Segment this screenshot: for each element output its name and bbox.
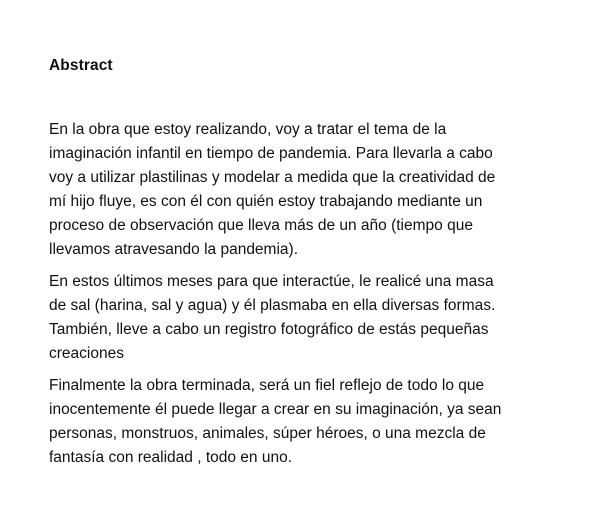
text-line: personas, monstruos, animales, súper héroes, o una mezcla de: [49, 425, 486, 442]
text-line: de sal (harina, sal y agua) y él plasmaba en ella diversas formas.: [49, 297, 496, 314]
text-line: llevamos atravesando la pandemia).: [49, 241, 298, 258]
paragraph-3: [49, 374, 569, 470]
text-line: proceso de observación que lleva más de un año (tiempo que: [49, 217, 473, 234]
text-line: inocentemente él puede llegar a crear en su imaginación, ya sean: [49, 401, 502, 418]
paragraph-2: [49, 270, 569, 366]
text-line: fantasía con realidad , todo en uno.: [49, 449, 293, 466]
paragraph-1: [49, 118, 569, 262]
abstract-body: [49, 118, 569, 478]
text-line: mí hijo fluye, es con él con quién estoy trabajando mediante un: [49, 193, 483, 210]
text-line: En la obra que estoy realizando, voy a tratar el tema de la: [49, 121, 447, 138]
text-line: Finalmente la obra terminada, será un fiel reflejo de todo lo que: [49, 377, 485, 394]
abstract-heading: Abstract: [49, 57, 113, 74]
text-line: creaciones: [49, 345, 124, 362]
text-line: imaginación infantil en tiempo de pandemia. Para llevarla a cabo: [49, 145, 493, 162]
text-line: También, lleve a cabo un registro fotográfico de estás pequeñas: [49, 321, 489, 338]
text-line: En estos últimos meses para que interactúe, le realicé una masa: [49, 273, 494, 290]
text-line: voy a utilizar plastilinas y modelar a medida que la creatividad de: [49, 169, 496, 186]
